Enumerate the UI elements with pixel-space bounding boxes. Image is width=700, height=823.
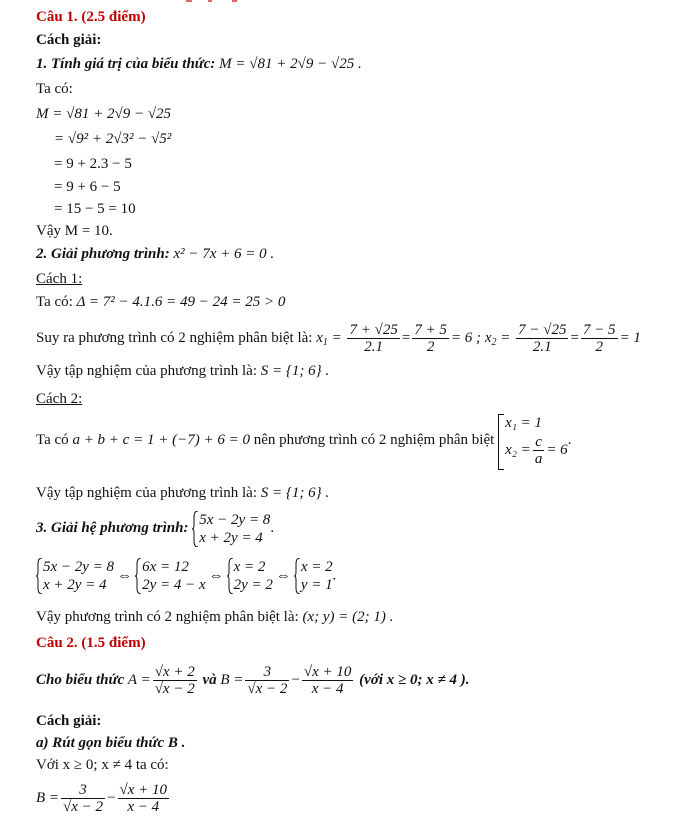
q1-x2-fraction [516, 322, 568, 355]
q1-x2-denominator: 2.1 [532, 339, 552, 356]
q1-x2-denominator2: 2 [595, 339, 603, 356]
q1-system-result-value: (x; y) = (2; 1) . [302, 609, 394, 625]
q1-step2: = √9² + 2√3² − √5² [54, 131, 172, 147]
q1-delta-label: Ta có: [36, 294, 73, 310]
q1-system-b: 6x = 12 2y = 4 − x [135, 558, 206, 594]
q1-roots-line: Suy ra phương trình có 2 nghiệm phân biệt là: $x_1$ = $\frac{7 + √25}{2.1}$ = $\frac{7 + 5}{2}$ = 6 ; $x_2$ = $\frac{7 - √25}{2.1}$ = $\frac{7 - 5}{2}$ = 1 [36, 322, 641, 356]
q1-method-label: Cách giải: [36, 32, 102, 48]
q1-heading: Câu 1. (2.5 điểm) [36, 9, 146, 25]
q1-step5: = 15 − 5 = 10 [54, 201, 136, 217]
q1-part1-title: 1. Tính giá trị của biểu thức: [36, 56, 216, 72]
q2-condition: (với x ≥ 0; x ≠ 4 ). [359, 672, 470, 688]
q2-part-a-condition: Với x ≥ 0; x ≠ 4 ta có: [36, 757, 169, 773]
q1-x2-value: = 1 [619, 330, 641, 346]
q2-part-a-title: a) Rút gọn biểu thức B . [36, 735, 186, 751]
q1-x1-numerator: 7 + √25 [349, 322, 398, 339]
q1-delta-line [36, 293, 285, 311]
q1-method2-root2: x₂ = $\frac{c}{a}$ = 6 [505, 433, 568, 467]
q1-step4: = 9 + 6 − 5 [54, 179, 121, 195]
q1-delta-expression: Δ = 7² − 4.1.6 = 49 − 24 = 25 > 0 [76, 294, 286, 310]
q1-set-value2: S = {1; 6} . [260, 485, 330, 501]
q1-x1-numerator2: 7 + 5 [414, 322, 447, 339]
q1-system-result-text: Vậy phương trình có 2 nghiệm phân biệt là: [36, 609, 299, 625]
q1-part3-line: 3. Giải hệ phương trình: 5x − 2y = 8 x + 2y = 4 . [36, 511, 275, 546]
q1-system-d: x = 2 y = 1 [294, 558, 333, 594]
q2-B-fraction2: $\frac{√x + 10}{x - 4}$ [303, 664, 352, 698]
q1-result: Vậy M = 10. [36, 223, 113, 239]
q1-part2-line [36, 245, 274, 263]
q1-roots-text: Suy ra phương trình có 2 nghiệm phân biệt là: [36, 330, 313, 346]
q1-method1-label: Cách 1: [36, 271, 83, 287]
q1-x1-value: = 6 ; [450, 330, 482, 346]
equivalence-arrow: ⇔ [117, 568, 133, 584]
equivalence-arrow: ⇔ [208, 568, 224, 584]
q1-x1-denominator2: 2 [426, 339, 435, 356]
q2-given-text: Cho biểu thức [36, 672, 125, 688]
q1-method2-text-a: Ta có [36, 432, 69, 448]
q1-taco: Ta có: [36, 81, 73, 97]
q1-step1: M = √81 + 2√9 − √25 [36, 106, 172, 122]
q2-B-fraction1: $\frac{3}{√x - 2}$ [247, 664, 288, 698]
q1-set-text: Vậy tập nghiệm của phương trình là: [36, 363, 258, 379]
q1-x2-numerator2: 7 − 5 [582, 322, 616, 339]
q1-system-result-line [36, 608, 393, 626]
q1-x1-fraction [347, 322, 399, 355]
top-decoration [0, 0, 700, 2]
q1-method2-label: Cách 2: [36, 391, 83, 407]
q1-system-solution-line: 5x − 2y = 8 x + 2y = 4 ⇔ 6x = 12 2y = 4 − x ⇔ x = 2 2y = 2 ⇔ x = 2 y = 1 . [36, 558, 336, 594]
q1-part1-expression: M = √81 + 2√9 − √25 . [219, 56, 362, 72]
q1-x2-fraction2 [581, 322, 618, 355]
q1-part3-system: 5x − 2y = 8 x + 2y = 4 [192, 511, 270, 547]
q1-x1-fraction2 [412, 322, 449, 355]
q2-heading: Câu 2. (1.5 điểm) [36, 635, 146, 651]
q1-x1-denominator: 2.1 [364, 339, 384, 356]
q1-method2-text-b: nên phương trình có 2 nghiệm phân biệt [253, 432, 495, 448]
q1-x1-label: $x_1$ = [316, 330, 342, 348]
q1-method2-line: Ta có a + b + c = 1 + (−7) + 6 = 0 nên phương trình có 2 nghiệm phân biệt x₁ = 1 x₂ = $\frac{c}{a}$ = 6 . [36, 410, 571, 470]
q1-part2-expression: x² − 7x + 6 = 0 . [173, 246, 275, 262]
q2-B-expression-line: B = $\frac{3}{√x - 2}$ − $\frac{√x + 10}{x - 4}$ [36, 782, 168, 816]
q1-set-value: S = {1; 6} . [260, 363, 330, 379]
q1-system-c: x = 2 2y = 2 [227, 558, 273, 594]
q2-method-label: Cách giải: [36, 713, 102, 729]
q1-method2-expression: a + b + c = 1 + (−7) + 6 = 0 [72, 432, 250, 448]
q1-method2-root1: x₁ = 1 [505, 414, 543, 431]
q1-system-a: 5x − 2y = 8 x + 2y = 4 [36, 558, 114, 594]
q1-part1-line [36, 55, 362, 73]
q2-given-line: Cho biểu thức A = $\frac{√x + 2}{√x - 2}$ và B = $\frac{3}{√x - 2}$ − $\frac{√x + 10}{x - 4}$ (với x ≥ 0; x ≠ 4 ). [36, 664, 470, 698]
q1-part3-title: 3. Giải hệ phương trình: [36, 520, 189, 536]
q1-x2-label: $x_2$ = [484, 330, 511, 348]
equivalence-arrow: ⇔ [275, 568, 291, 584]
q1-part2-title: 2. Giải phương trình: [36, 246, 170, 262]
q2-A-fraction: $\frac{√x + 2}{√x - 2}$ [154, 664, 195, 698]
q1-set-text2: Vậy tập nghiệm của phương trình là: [36, 485, 258, 501]
q1-method2-roots-bracket [498, 414, 568, 468]
q1-set-line2 [36, 484, 329, 502]
q1-step3: = 9 + 2.3 − 5 [54, 156, 132, 172]
q1-x2-numerator: 7 − √25 [518, 322, 567, 339]
q1-set-line [36, 362, 329, 380]
